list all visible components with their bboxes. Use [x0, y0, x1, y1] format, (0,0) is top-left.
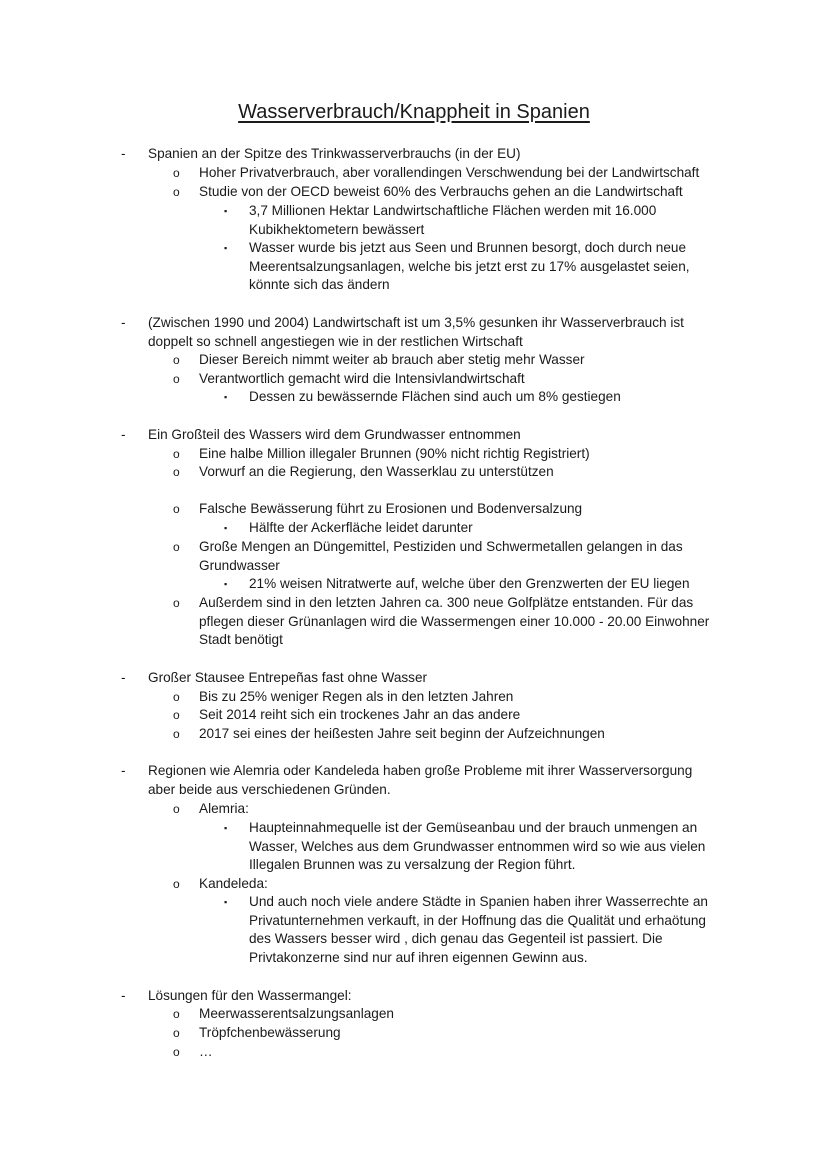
dash-bullet: -: [121, 763, 126, 778]
circle-bullet: o: [173, 802, 180, 816]
sub-sub-list-item-text: Und auch noch viele andere Städte in Spanien haben ihrer Wasserrechte an: [249, 894, 708, 909]
sub-sub-list-item-text: 3,7 Millionen Hektar Landwirtschaftliche Flächen werden mit 16.000: [249, 203, 657, 218]
sub-list-item-text: Verantwortlich gemacht wird die Intensivlandwirtschaft: [199, 371, 525, 386]
circle-bullet: o: [173, 166, 180, 180]
sub-sub-list-item-text: des Wassers besser wird , dich genau das Gegenteil ist passiert. Die: [249, 931, 663, 947]
sub-list-item-text: Meerwasserentsalzungsanlagen: [199, 1006, 394, 1021]
sub-list-item-text: Seit 2014 reiht sich ein trockenes Jahr an das andere: [199, 707, 521, 722]
sub-list-item-text: Kandeleda:: [199, 876, 268, 891]
circle-bullet: o: [173, 690, 180, 704]
sub-sub-list-item-text: Haupteinnahmequelle ist der Gemüseanbau und der brauch unmengen an: [249, 820, 698, 835]
square-bullet: ▪: [224, 823, 228, 833]
sub-list-item-text: Falsche Bewässerung führt zu Erosionen und Bodenversalzung: [199, 501, 583, 516]
square-bullet: ▪: [224, 523, 228, 533]
sub-sub-list-item-text: Privatunternehmen verkauft, in der Hoffnung das die Qualität und erhaötung: [249, 912, 706, 928]
list-item-text: (Zwischen 1990 und 2004) Landwirtschaft ist um 3,5% gesunken ihr Wasserverbrauch ist: [148, 315, 684, 330]
sub-sub-list-item-text: Hälfte der Ackerfläche leidet darunter: [249, 520, 473, 535]
sub-list-item-text: Studie von der OECD beweist 60% des Verbrauchs gehen an die Landwirtschaft: [199, 184, 683, 199]
circle-bullet: o: [173, 502, 180, 516]
sub-list-item-text: Vorwurf an die Regierung, den Wasserklau zu unterstützen: [199, 464, 554, 479]
sub-list-item-text: Hoher Privatverbrauch, aber vorallendingen Verschwendung bei der Landwirtschaft: [199, 165, 700, 180]
list-item-text: Ein Großteil des Wassers wird dem Grundwasser entnommen: [148, 427, 521, 442]
sub-sub-list-item-text: Dessen zu bewässernde Flächen sind auch um 8% gestiegen: [249, 389, 621, 404]
square-bullet: ▪: [224, 392, 228, 402]
page-title: Wasserverbrauch/Knappheit in Spanien: [238, 101, 590, 123]
sub-list-item-text: Grundwasser: [199, 557, 280, 573]
circle-bullet: o: [173, 1045, 180, 1059]
dash-bullet: -: [121, 427, 126, 442]
list-item-text: aber beide aus verschiedenen Gründen.: [148, 781, 391, 797]
sub-list-item-text: Alemria:: [199, 801, 249, 816]
sub-sub-list-item-text: Meerentsalzungsanlagen, welche bis jetzt erst zu 17% ausgelastet seien,: [249, 258, 690, 274]
sub-list-item-text: Außerdem sind in den letzten Jahren ca. 300 neue Golfplätze entstanden. Für das: [199, 595, 694, 610]
sub-sub-list-item-text: Illegalen Brunnen was zu versalzung der Region führt.: [249, 857, 576, 873]
sub-sub-list-item-text: Wasser wurde bis jetzt aus Seen und Brunnen besorgt, doch durch neue: [249, 240, 687, 255]
circle-bullet: o: [173, 372, 180, 386]
sub-list-item-text: Dieser Bereich nimmt weiter ab brauch aber stetig mehr Wasser: [199, 352, 585, 367]
circle-bullet: o: [173, 1026, 180, 1040]
dash-bullet: -: [121, 315, 126, 330]
sub-list-item-text: pflegen dieser Grünanlagen wird die Wassermengen einer 10.000 - 20.00 Einwohner: [199, 613, 710, 629]
list-item-text: doppelt so schnell angestiegen wie in der restlichen Wirtschaft: [148, 333, 523, 349]
sub-list-item-text: Große Mengen an Düngemittel, Pestiziden und Schwermetallen gelangen in das: [199, 539, 683, 554]
list-item-text: Großer Stausee Entrepeñas fast ohne Wasser: [148, 670, 428, 685]
sub-sub-list-item-text: Privtakonzerne sind nur auf ihren eigennen Gewinn aus.: [249, 950, 588, 966]
sub-sub-list-item-text: Wasser, Welches aus dem Grundwasser entnommen wird so wie aus vielen: [249, 838, 706, 854]
square-bullet: ▪: [224, 243, 228, 253]
circle-bullet: o: [173, 540, 180, 554]
dash-bullet: -: [121, 670, 126, 685]
sub-list-item-text: Bis zu 25% weniger Regen als in den letzten Jahren: [199, 689, 514, 704]
dash-bullet: -: [121, 988, 126, 1003]
sub-list-item-text: Tröpfchenbewässerung: [199, 1025, 341, 1040]
list-item-text: Regionen wie Alemria oder Kandeleda haben große Probleme mit ihrer Wasserversorgung: [148, 763, 693, 778]
list-item-text: Lösungen für den Wassermangel:: [148, 988, 352, 1003]
circle-bullet: o: [173, 596, 180, 610]
sub-list-item-text: Stadt benötigt: [199, 632, 283, 648]
circle-bullet: o: [173, 447, 180, 461]
circle-bullet: o: [173, 1007, 180, 1021]
circle-bullet: o: [173, 185, 180, 199]
sub-list-item-text: 2017 sei eines der heißesten Jahre seit beginn der Aufzeichnungen: [199, 726, 605, 741]
square-bullet: ▪: [224, 897, 228, 907]
sub-sub-list-item-text: Kubikhektometern bewässert: [249, 221, 425, 237]
dash-bullet: -: [121, 146, 126, 161]
circle-bullet: o: [173, 353, 180, 367]
square-bullet: ▪: [224, 579, 228, 589]
sub-list-item-text: …: [199, 1044, 213, 1059]
square-bullet: ▪: [224, 206, 228, 216]
circle-bullet: o: [173, 708, 180, 722]
sub-sub-list-item-text: könnte sich das ändern: [249, 277, 390, 293]
sub-list-item-text: Eine halbe Million illegaler Brunnen (90% nicht richtig Registriert): [199, 446, 590, 461]
circle-bullet: o: [173, 877, 180, 891]
sub-sub-list-item-text: 21% weisen Nitratwerte auf, welche über den Grenzwerten der EU liegen: [249, 576, 690, 591]
circle-bullet: o: [173, 465, 180, 479]
list-item-text: Spanien an der Spitze des Trinkwasserverbrauchs (in der EU): [148, 146, 521, 161]
circle-bullet: o: [173, 727, 180, 741]
